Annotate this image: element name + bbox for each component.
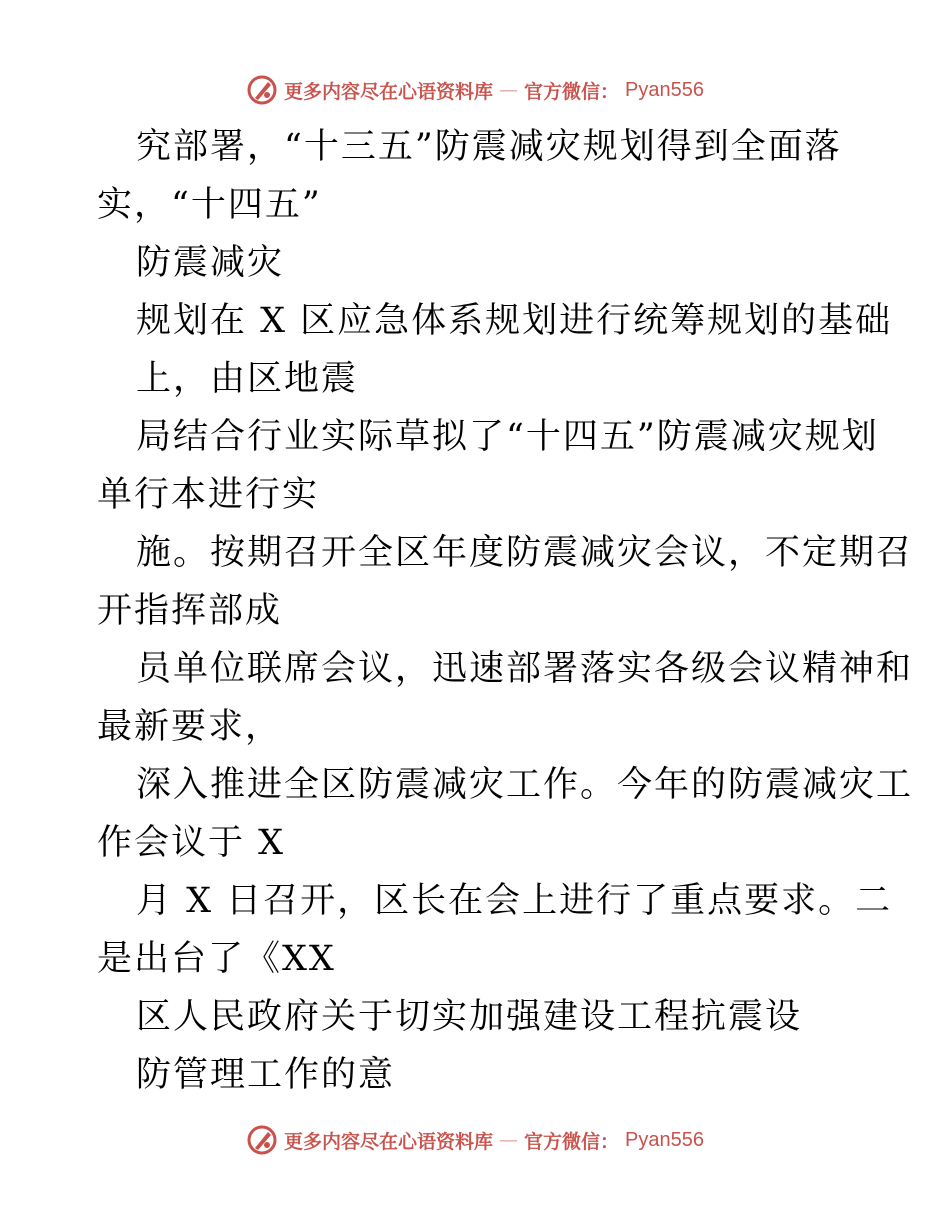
banner-main-text: 更多内容尽在心语资料库 <box>284 1130 494 1153</box>
banner-main-text: 更多内容尽在心语资料库 <box>284 80 494 103</box>
banner-wechat-id: Pyan556 <box>625 1128 704 1151</box>
footer-banner <box>0 1120 950 1160</box>
banner-wechat-label: 官方微信： <box>524 80 620 103</box>
quill-circle-icon <box>246 1124 278 1156</box>
banner-separator: — <box>499 1129 519 1151</box>
text-line: 施。按期召开全区年度防震减灾会议，不定期召 <box>136 533 914 573</box>
text-line: 究部署，“十三五”防震减灾规划得到全面落 <box>136 127 842 167</box>
text-line: 最新要求， <box>97 707 283 747</box>
text-line: 防震减灾 <box>136 243 285 283</box>
text-line: 深入推进全区防震减灾工作。今年的防震减灾工 <box>136 765 914 805</box>
text-line: 开指挥部成 <box>97 591 283 631</box>
header-banner <box>0 70 950 110</box>
text-line: 区人民政府关于切实加强建设工程抗震设 <box>136 997 803 1037</box>
text-line: 月 X 日召开，区长在会上进行了重点要求。二 <box>136 881 893 921</box>
text-line: 防管理工作的意 <box>136 1055 396 1095</box>
text-line: 单行本进行实 <box>97 475 320 515</box>
text-line: 员单位联席会议，迅速部署落实各级会议精神和 <box>136 649 914 689</box>
text-line: 是出台了《XX <box>97 939 336 979</box>
banner-wechat-label: 官方微信： <box>524 1130 620 1153</box>
document-body <box>97 118 914 1104</box>
banner-wechat-id: Pyan556 <box>625 78 704 101</box>
quill-circle-icon <box>246 74 278 106</box>
banner-separator: — <box>499 79 519 101</box>
text-line: 上，由区地震 <box>136 359 359 399</box>
text-line: 规划在 X 区应急体系规划进行统筹规划的基础 <box>136 301 893 341</box>
text-line: 实，“十四五” <box>97 185 322 225</box>
text-line: 作会议于 X <box>97 823 286 863</box>
text-line: 局结合行业实际草拟了“十四五”防震减灾规划 <box>136 417 879 457</box>
